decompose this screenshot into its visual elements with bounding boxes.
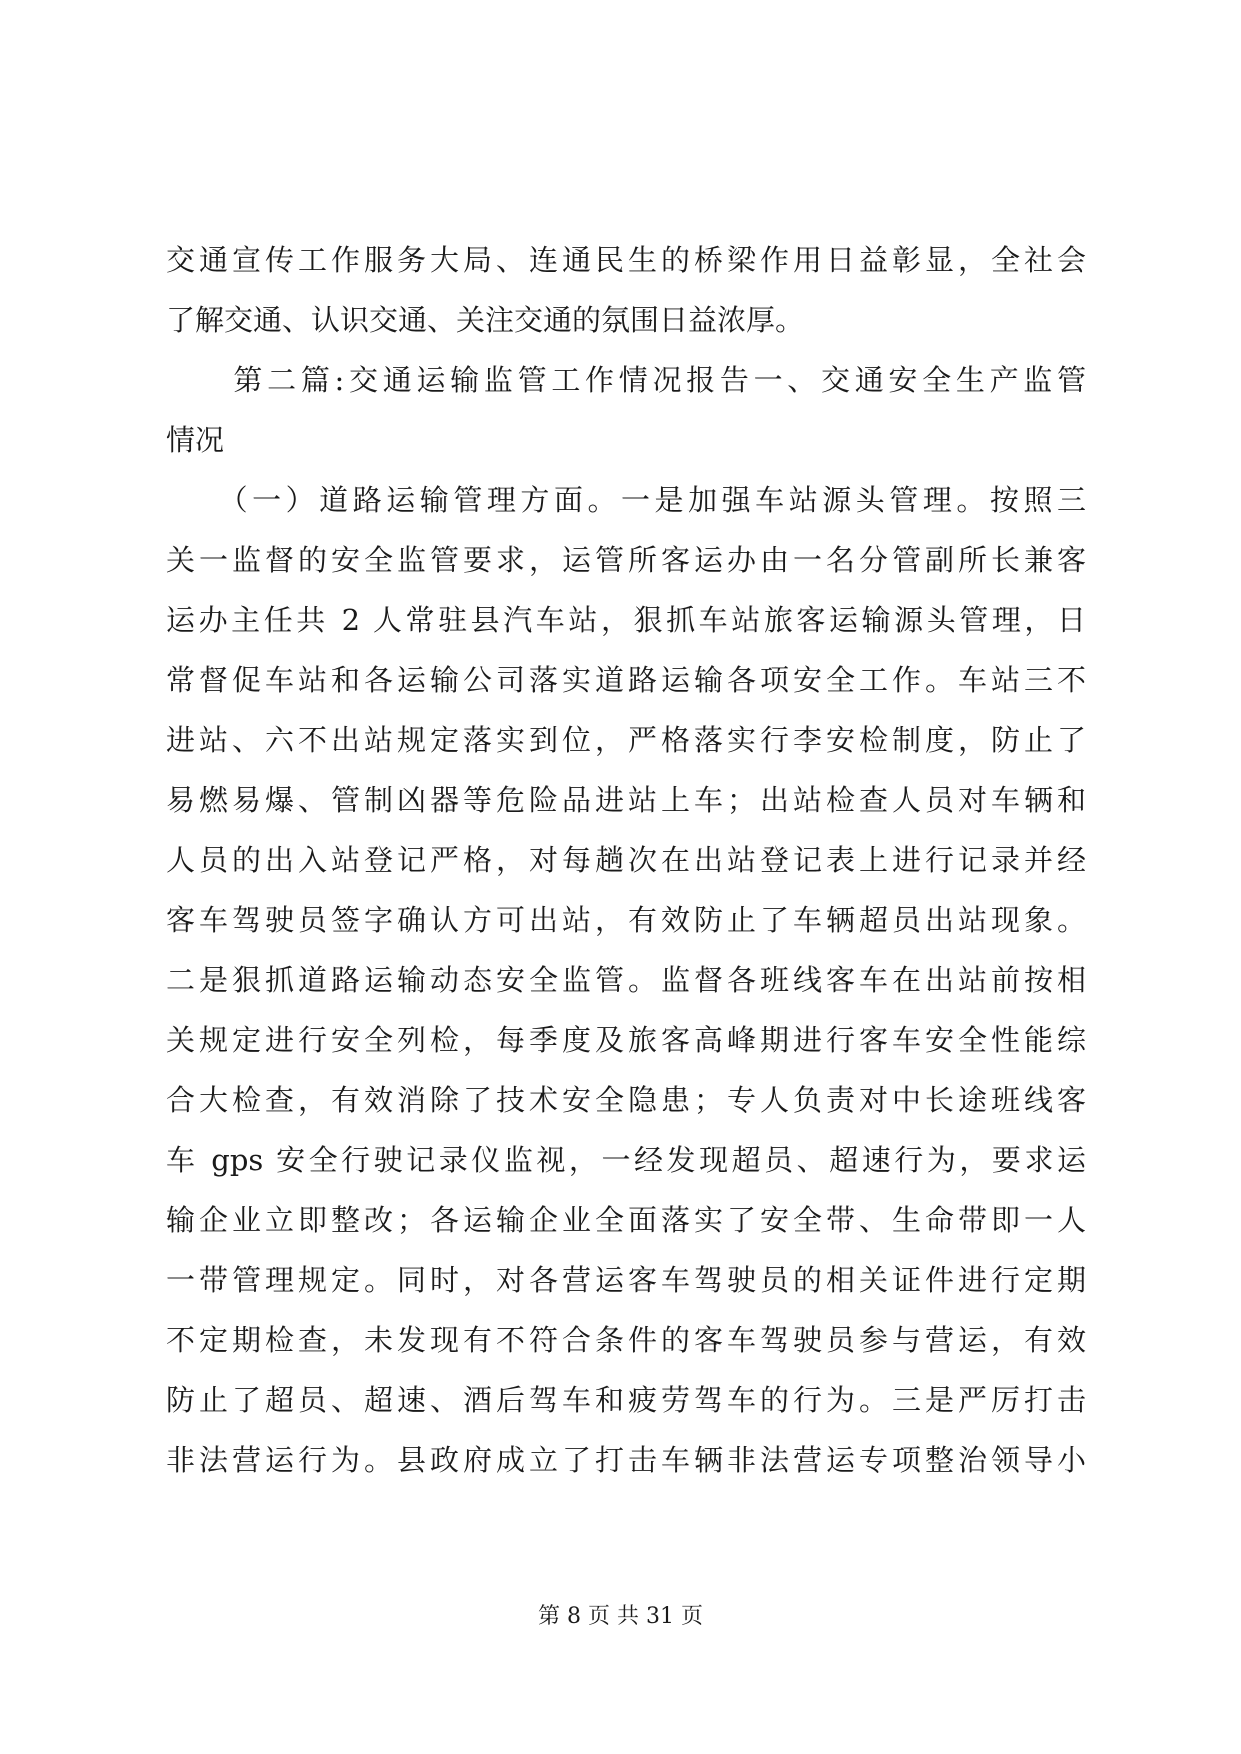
- page-footer: [0, 1602, 1241, 1632]
- text-line: 运办主任共 2 人常驻县汽车站，狠抓车站旅客运输源头管理，日: [166, 603, 1086, 637]
- section-heading-line: 情况: [166, 423, 225, 457]
- text-line: 防止了超员、超速、酒后驾车和疲劳驾车的行为。三是严厉打击: [166, 1383, 1086, 1417]
- text-line: 一带管理规定。同时，对各营运客车驾驶员的相关证件进行定期: [166, 1263, 1086, 1297]
- text-line: 非法营运行为。县政府成立了打击车辆非法营运专项整治领导小: [166, 1443, 1086, 1477]
- text-line: 输企业立即整改；各运输企业全面落实了安全带、生命带即一人: [166, 1203, 1086, 1237]
- text-line: 不定期检查，未发现有不符合条件的客车驾驶员参与营运，有效: [166, 1323, 1086, 1357]
- body-text: [166, 230, 1086, 1490]
- text-line: 常督促车站和各运输公司落实道路运输各项安全工作。车站三不: [166, 663, 1086, 697]
- text-line: 二是狠抓道路运输动态安全监管。监督各班线客车在出站前按相: [166, 963, 1086, 997]
- text-line: 客车驾驶员签字确认方可出站，有效防止了车辆超员出站现象。: [166, 903, 1086, 937]
- text-line: 易燃易爆、管制凶器等危险品进站上车；出站检查人员对车辆和: [166, 783, 1086, 817]
- text-line: 交通宣传工作服务大局、连通民生的桥梁作用日益彰显，全社会: [166, 243, 1086, 277]
- text-line: 了解交通、认识交通、关注交通的氛围日益浓厚。: [166, 303, 805, 337]
- text-line: 关一监督的安全监管要求，运管所客运办由一名分管副所长兼客: [166, 543, 1086, 577]
- text-line: 进站、六不出站规定落实到位，严格落实行李安检制度，防止了: [166, 723, 1086, 757]
- section-heading-line: 第二篇:交通运输监管工作情况报告一、交通安全生产监管: [166, 363, 1086, 397]
- text-line: 人员的出入站登记严格，对每趟次在出站登记表上进行记录并经: [166, 843, 1086, 877]
- text-line: 关规定进行安全列检，每季度及旅客高峰期进行客车安全性能综: [166, 1023, 1086, 1057]
- text-line: 合大检查，有效消除了技术安全隐患；专人负责对中长途班线客: [166, 1083, 1086, 1117]
- text-line: （一）道路运输管理方面。一是加强车站源头管理。按照三: [166, 483, 1086, 517]
- page-number: 第 8 页 共 31 页: [538, 1604, 703, 1629]
- text-line: 车 gps 安全行驶记录仪监视，一经发现超员、超速行为，要求运: [166, 1143, 1086, 1177]
